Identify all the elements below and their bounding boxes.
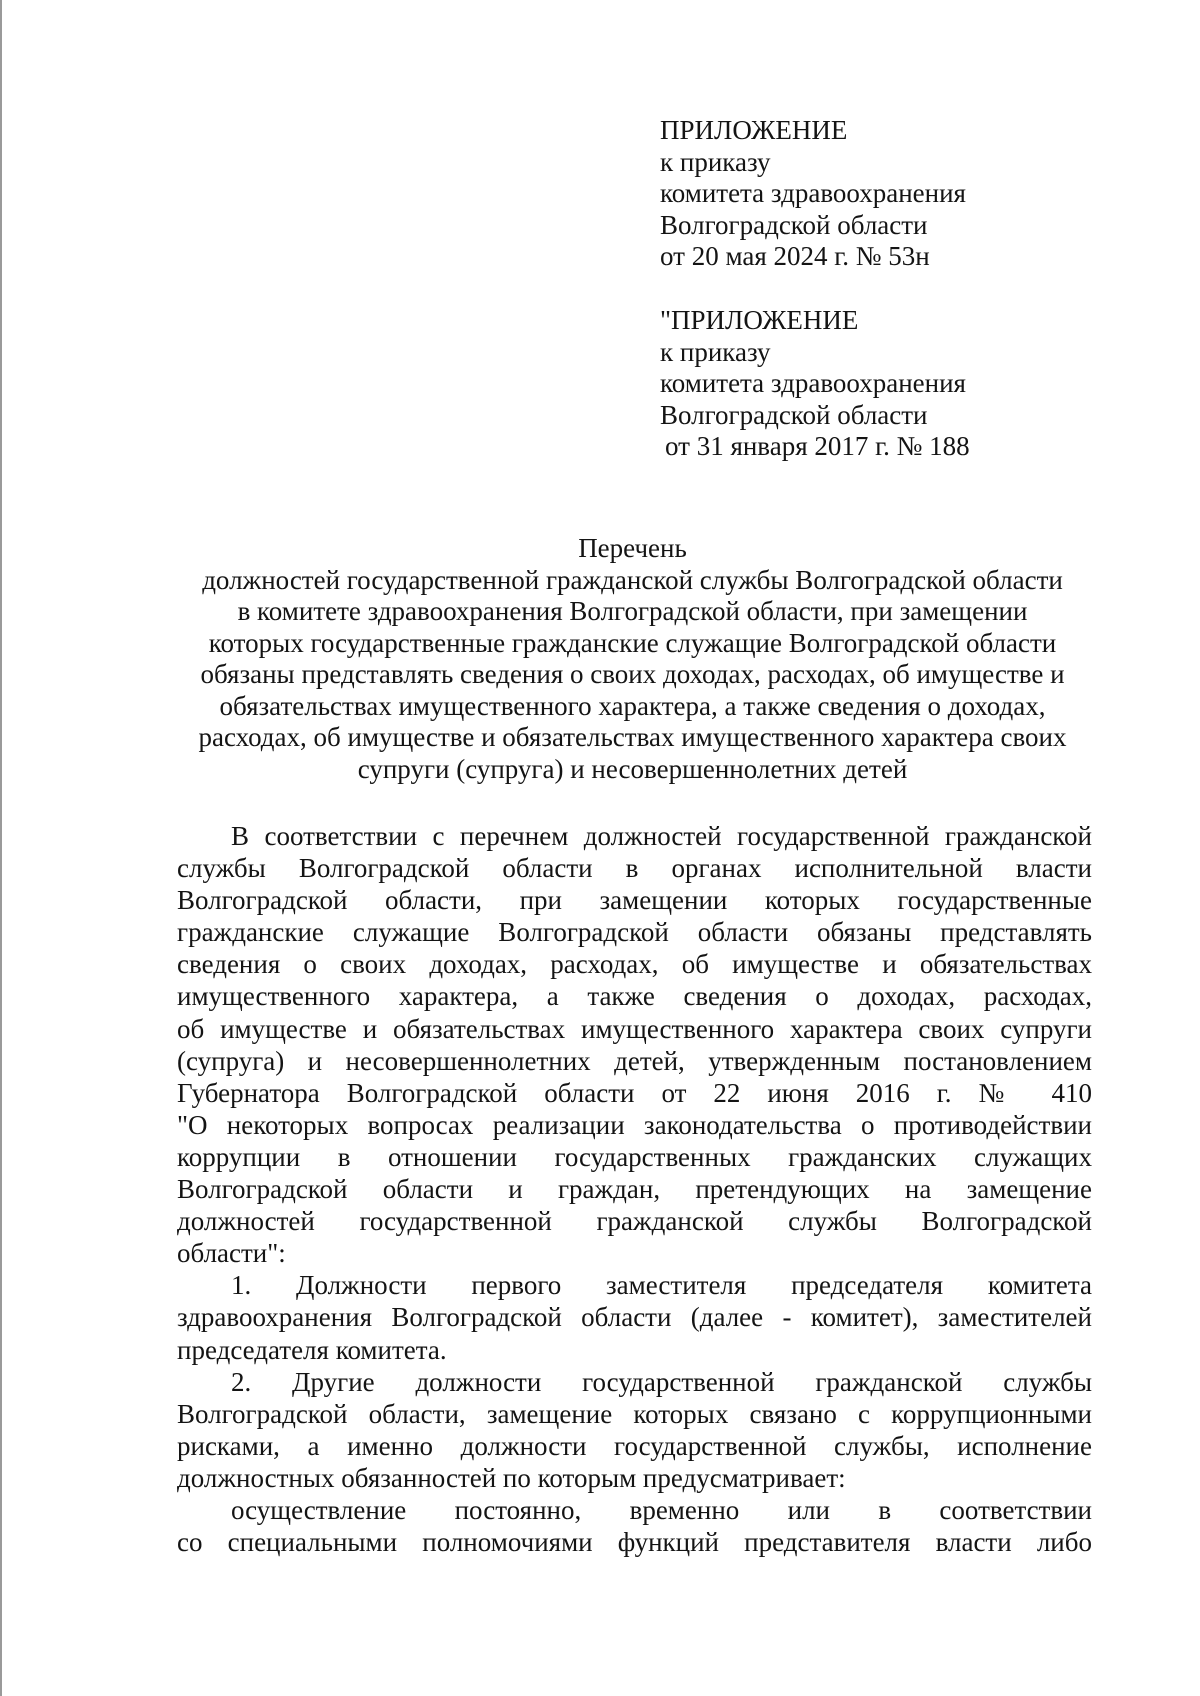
body-line: со специальными полномочиями функций представителя власти либо	[177, 1527, 1092, 1558]
appendix-original-date-number: от 31 января 2017 г. № 188	[665, 431, 970, 461]
document-body	[177, 820, 1092, 1558]
body-line: гражданские служащие Волгоградской области обязаны представлять	[177, 917, 1092, 948]
appendix-original-order-ref: к приказу	[660, 336, 771, 367]
appendix-current-order-ref: к приказу	[660, 146, 771, 177]
body-line: должностей государственной гражданской службы Волгоградской	[177, 1206, 1092, 1237]
title-heading: Перечень	[578, 533, 687, 563]
body-line: об имуществе и обязательствах имущественного характера своих супруги	[177, 1013, 1092, 1044]
appendix-original-region: Волгоградской области	[660, 399, 928, 430]
list-item-1: 1. Должности первого заместителя председателя комитета	[231, 1270, 1092, 1301]
body-line: Волгоградской области, замещение которых связано с коррупционными	[177, 1398, 1092, 1429]
scan-edge-line	[0, 0, 2, 1696]
title-line: в комитете здравоохранения Волгоградской области, при замещении	[237, 596, 1028, 626]
body-line: области":	[177, 1238, 286, 1269]
appendix-current-committee: комитета здравоохранения	[660, 178, 966, 208]
body-line: Губернатора Волгоградской области от 22 июня 2016 г. № 410	[177, 1077, 1092, 1108]
body-line: сведения о своих доходах, расходах, об имуществе и обязательствах	[177, 949, 1092, 980]
appendix-current-label: ПРИЛОЖЕНИЕ	[660, 115, 848, 145]
body-line: осуществление постоянно, временно или в соответствии	[231, 1494, 1092, 1525]
appendix-current-region: Волгоградской области	[660, 209, 928, 240]
appendix-original-header	[660, 305, 1140, 463]
body-line: коррупции в отношении государственных гражданских служащих	[177, 1141, 1092, 1172]
body-line: должностных обязанностей по которым предусматривает:	[177, 1462, 846, 1493]
appendix-current-header	[660, 115, 1140, 273]
title-line: расходах, об имуществе и обязательствах имущественного характера своих	[198, 722, 1067, 752]
body-line: "О некоторых вопросах реализации законодательства о противодействии	[177, 1109, 1092, 1140]
appendix-original-label: "ПРИЛОЖЕНИЕ	[660, 305, 859, 335]
appendix-original-committee: комитета здравоохранения	[660, 368, 966, 398]
appendix-current-date-number: от 20 мая 2024 г. № 53н	[660, 241, 930, 271]
title-line: супруги (супруга) и несовершеннолетних детей	[357, 753, 908, 784]
body-line: (супруга) и несовершеннолетних детей, утвержденным постановлением	[177, 1045, 1092, 1076]
list-item-2: 2. Другие должности государственной гражданской службы	[231, 1366, 1092, 1397]
body-line: председателя комитета.	[177, 1334, 447, 1365]
body-line: Волгоградской области и граждан, претендующих на замещение	[177, 1174, 1092, 1205]
title-line: обязательствах имущественного характера, а также сведения о доходах,	[219, 690, 1046, 721]
body-line: рисками, а именно должности государственной службы, исполнение	[177, 1430, 1092, 1461]
document-title	[170, 533, 1095, 785]
body-line: имущественного характера, а также сведения о доходах, расходах,	[177, 981, 1092, 1012]
title-line: которых государственные гражданские служащие Волгоградской области	[208, 627, 1057, 658]
body-line: Волгоградской области, при замещении которых государственные	[177, 885, 1092, 916]
body-line: В соответствии с перечнем должностей государственной гражданской	[231, 821, 1092, 851]
title-line: должностей государственной гражданской службы Волгоградской области	[202, 564, 1063, 595]
body-line: здравоохранения Волгоградской области (далее - комитет), заместителей	[177, 1302, 1092, 1333]
body-line: службы Волгоградской области в органах исполнительной власти	[177, 853, 1092, 884]
title-line: обязаны представлять сведения о своих доходах, расходах, об имуществе и	[200, 659, 1065, 689]
